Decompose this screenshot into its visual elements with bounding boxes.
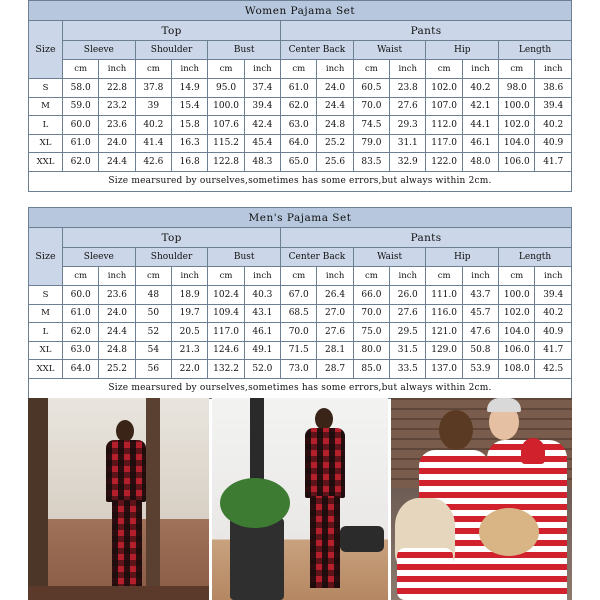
men-waist-header: Waist	[353, 248, 426, 267]
men-pants-header: Pants	[281, 228, 572, 248]
measure-cell: 70.0	[353, 97, 389, 116]
women-center-back-header: Center Back	[281, 41, 354, 60]
measure-cell: 41.7	[535, 341, 572, 360]
measure-cell: 62.0	[63, 153, 99, 172]
size-cell: M	[29, 97, 63, 116]
women-units-row	[29, 60, 572, 79]
measure-cell: 23.6	[99, 286, 135, 305]
women-sleeve-header: Sleeve	[63, 41, 136, 60]
size-cell: XXL	[29, 360, 63, 379]
size-cell: L	[29, 323, 63, 342]
women-length-header: Length	[499, 41, 572, 60]
measure-cell: 117.0	[208, 323, 244, 342]
measure-cell: 62.0	[281, 97, 317, 116]
measure-cell: 117.0	[426, 134, 462, 153]
measure-cell: 40.3	[244, 286, 280, 305]
measure-cell: 106.0	[499, 153, 535, 172]
measure-cell: 59.0	[63, 97, 99, 116]
measure-cell: 28.7	[317, 360, 353, 379]
unit-label: inch	[99, 267, 135, 286]
measure-cell: 85.0	[353, 360, 389, 379]
measure-cell: 40.2	[462, 79, 498, 98]
size-cell: L	[29, 116, 63, 135]
measure-cell: 31.5	[390, 341, 426, 360]
cap	[487, 398, 521, 412]
measure-cell: 24.8	[317, 116, 353, 135]
unit-label: cm	[135, 60, 171, 79]
measure-cell: 23.6	[99, 116, 135, 135]
women-size-note: Size mearsured by ourselves,sometimes has some errors,but always within 2cm.	[29, 171, 572, 191]
measure-cell: 27.6	[317, 323, 353, 342]
measure-cell: 100.0	[499, 286, 535, 305]
women-pants-header: Pants	[281, 21, 572, 41]
women-shoulder-header: Shoulder	[135, 41, 208, 60]
measure-cell: 39.4	[535, 286, 572, 305]
measure-cell: 63.0	[63, 341, 99, 360]
men-size-table	[28, 207, 572, 399]
table-row	[29, 323, 572, 342]
men-center-back-header: Center Back	[281, 248, 354, 267]
unit-label: cm	[353, 60, 389, 79]
measure-cell: 62.0	[63, 323, 99, 342]
measure-cell: 104.0	[499, 323, 535, 342]
measure-cell: 70.0	[281, 323, 317, 342]
measure-cell: 42.5	[535, 360, 572, 379]
measure-cell: 45.4	[244, 134, 280, 153]
measure-cell: 65.0	[281, 153, 317, 172]
measure-cell: 45.7	[462, 304, 498, 323]
man-in-plaid-pajamas-photo	[212, 398, 388, 600]
unit-label: inch	[172, 60, 208, 79]
measure-cell: 27.6	[390, 304, 426, 323]
unit-label: inch	[462, 60, 498, 79]
measure-cell: 32.9	[390, 153, 426, 172]
women-rows	[29, 79, 572, 172]
measure-cell: 122.8	[208, 153, 244, 172]
measure-cell: 52.0	[244, 360, 280, 379]
measure-cell: 68.5	[281, 304, 317, 323]
measure-cell: 61.0	[63, 134, 99, 153]
measure-cell: 23.8	[390, 79, 426, 98]
measure-cell: 54	[135, 341, 171, 360]
measure-cell: 80.0	[353, 341, 389, 360]
measure-cell: 40.2	[135, 116, 171, 135]
measure-cell: 106.0	[499, 341, 535, 360]
measure-cell: 104.0	[499, 134, 535, 153]
size-cell: S	[29, 286, 63, 305]
measure-cell: 26.0	[390, 286, 426, 305]
measure-cell: 37.4	[244, 79, 280, 98]
measure-cell: 60.0	[63, 116, 99, 135]
measure-cell: 24.0	[317, 79, 353, 98]
size-cell: S	[29, 79, 63, 98]
measure-cell: 122.0	[426, 153, 462, 172]
measure-cell: 46.1	[462, 134, 498, 153]
unit-label: cm	[426, 267, 462, 286]
measure-cell: 39.4	[244, 97, 280, 116]
measure-cell: 20.5	[172, 323, 208, 342]
measure-cell: 22.0	[172, 360, 208, 379]
plaid-pants	[112, 500, 142, 590]
men-length-header: Length	[499, 248, 572, 267]
measure-cell: 24.8	[99, 341, 135, 360]
table-row	[29, 360, 572, 379]
measure-cell: 61.0	[63, 304, 99, 323]
child-hat	[521, 438, 545, 464]
table-row	[29, 153, 572, 172]
window-frame	[146, 398, 160, 600]
measure-cell: 132.2	[208, 360, 244, 379]
measure-cell: 66.0	[353, 286, 389, 305]
women-size-table	[28, 0, 572, 192]
measure-cell: 102.0	[499, 116, 535, 135]
measure-cell: 27.0	[317, 304, 353, 323]
unit-label: cm	[63, 60, 99, 79]
measure-cell: 44.1	[462, 116, 498, 135]
unit-label: inch	[390, 60, 426, 79]
measure-cell: 95.0	[208, 79, 244, 98]
woman-in-plaid-pajamas-photo	[28, 398, 209, 600]
unit-label: inch	[390, 267, 426, 286]
measure-cell: 40.9	[535, 323, 572, 342]
measure-cell: 41.7	[535, 153, 572, 172]
window-frame	[28, 398, 48, 600]
measure-cell: 24.0	[99, 304, 135, 323]
chair	[340, 526, 384, 552]
measure-cell: 42.1	[462, 97, 498, 116]
measure-cell: 49.1	[244, 341, 280, 360]
measure-cell: 107.0	[426, 97, 462, 116]
women-bust-header: Bust	[208, 41, 281, 60]
measure-cell: 39.4	[535, 97, 572, 116]
measure-cell: 47.6	[462, 323, 498, 342]
measure-cell: 102.4	[208, 286, 244, 305]
measure-cell: 48.3	[244, 153, 280, 172]
measure-cell: 109.4	[208, 304, 244, 323]
unit-label: cm	[353, 267, 389, 286]
measure-cell: 42.4	[244, 116, 280, 135]
measure-cell: 38.6	[535, 79, 572, 98]
men-size-header: Size	[29, 228, 63, 286]
measure-cell: 24.4	[99, 323, 135, 342]
measure-cell: 29.5	[390, 323, 426, 342]
table-row	[29, 116, 572, 135]
table-row	[29, 134, 572, 153]
measure-cell: 31.1	[390, 134, 426, 153]
measure-cell: 79.0	[353, 134, 389, 153]
unit-label: cm	[499, 60, 535, 79]
measure-cell: 58.0	[63, 79, 99, 98]
measure-cell: 74.5	[353, 116, 389, 135]
measure-cell: 15.8	[172, 116, 208, 135]
men-top-header: Top	[63, 228, 281, 248]
measure-cell: 111.0	[426, 286, 462, 305]
plaid-top	[106, 440, 146, 502]
measure-cell: 40.2	[535, 304, 572, 323]
woman-head	[116, 420, 134, 442]
measure-cell: 50	[135, 304, 171, 323]
measure-cell: 24.4	[317, 97, 353, 116]
size-cell: XL	[29, 134, 63, 153]
measure-cell: 67.0	[281, 286, 317, 305]
measure-cell: 23.2	[99, 97, 135, 116]
measure-cell: 25.2	[99, 360, 135, 379]
measure-cell: 18.9	[172, 286, 208, 305]
unit-label: inch	[317, 60, 353, 79]
measure-cell: 41.4	[135, 134, 171, 153]
measure-cell: 107.6	[208, 116, 244, 135]
unit-label: inch	[172, 267, 208, 286]
measure-cell: 70.0	[353, 304, 389, 323]
measure-cell: 60.0	[63, 286, 99, 305]
size-cell: XXL	[29, 153, 63, 172]
measure-cell: 22.8	[99, 79, 135, 98]
measure-cell: 116.0	[426, 304, 462, 323]
measure-cell: 43.7	[462, 286, 498, 305]
family-in-striped-pajamas-photo	[391, 398, 572, 600]
measure-cell: 46.1	[244, 323, 280, 342]
measure-cell: 124.6	[208, 341, 244, 360]
measure-cell: 64.0	[63, 360, 99, 379]
measure-cell: 137.0	[426, 360, 462, 379]
measure-cell: 43.1	[244, 304, 280, 323]
table-row	[29, 286, 572, 305]
men-units-row	[29, 267, 572, 286]
unit-label: cm	[135, 267, 171, 286]
men-shoulder-header: Shoulder	[135, 248, 208, 267]
measure-cell: 33.5	[390, 360, 426, 379]
measure-cell: 25.2	[317, 134, 353, 153]
men-size-note: Size mearsured by ourselves,sometimes has some errors,but always within 2cm.	[29, 378, 572, 398]
unit-label: inch	[462, 267, 498, 286]
measure-cell: 39	[135, 97, 171, 116]
measure-cell: 21.3	[172, 341, 208, 360]
table-row	[29, 79, 572, 98]
size-cell: M	[29, 304, 63, 323]
measure-cell: 63.0	[281, 116, 317, 135]
measure-cell: 37.8	[135, 79, 171, 98]
unit-label: inch	[99, 60, 135, 79]
table-row	[29, 341, 572, 360]
women-top-header: Top	[63, 21, 281, 41]
plaid-top	[305, 428, 345, 498]
measure-cell: 100.0	[499, 97, 535, 116]
measure-cell: 42.6	[135, 153, 171, 172]
measure-cell: 53.9	[462, 360, 498, 379]
measure-cell: 48	[135, 286, 171, 305]
men-bust-header: Bust	[208, 248, 281, 267]
measure-cell: 102.0	[499, 304, 535, 323]
floor	[28, 586, 209, 600]
measure-cell: 102.0	[426, 79, 462, 98]
measure-cell: 112.0	[426, 116, 462, 135]
table-row	[29, 97, 572, 116]
unit-label: inch	[244, 267, 280, 286]
measure-cell: 48.0	[462, 153, 498, 172]
measure-cell: 56	[135, 360, 171, 379]
plaid-pants	[310, 496, 340, 588]
men-hip-header: Hip	[426, 248, 499, 267]
measure-cell: 83.5	[353, 153, 389, 172]
dog-striped-outfit	[397, 548, 453, 600]
men-sleeve-header: Sleeve	[63, 248, 136, 267]
unit-label: inch	[244, 60, 280, 79]
measure-cell: 40.9	[535, 134, 572, 153]
unit-label: inch	[535, 60, 572, 79]
measure-cell: 25.6	[317, 153, 353, 172]
plant	[220, 478, 290, 528]
unit-label: cm	[426, 60, 462, 79]
women-hip-header: Hip	[426, 41, 499, 60]
measure-cell: 108.0	[499, 360, 535, 379]
measure-cell: 129.0	[426, 341, 462, 360]
wood-stove	[230, 518, 284, 600]
measure-cell: 71.5	[281, 341, 317, 360]
measure-cell: 27.6	[390, 97, 426, 116]
unit-label: cm	[281, 60, 317, 79]
measure-cell: 29.3	[390, 116, 426, 135]
measure-cell: 24.0	[99, 134, 135, 153]
measure-cell: 75.0	[353, 323, 389, 342]
unit-label: cm	[63, 267, 99, 286]
measure-cell: 60.5	[353, 79, 389, 98]
unit-label: cm	[499, 267, 535, 286]
measure-cell: 115.2	[208, 134, 244, 153]
measure-cell: 121.0	[426, 323, 462, 342]
measure-cell: 52	[135, 323, 171, 342]
women-size-header: Size	[29, 21, 63, 79]
unit-label: cm	[281, 267, 317, 286]
men-rows	[29, 286, 572, 379]
men-table-title: Men's Pajama Set	[29, 208, 572, 228]
man-head	[315, 408, 333, 430]
women-waist-header: Waist	[353, 41, 426, 60]
measure-cell: 28.1	[317, 341, 353, 360]
puppy	[479, 508, 539, 556]
measure-cell: 98.0	[499, 79, 535, 98]
measure-cell: 40.2	[535, 116, 572, 135]
measure-cell: 26.4	[317, 286, 353, 305]
measure-cell: 61.0	[281, 79, 317, 98]
measure-cell: 14.9	[172, 79, 208, 98]
measure-cell: 16.8	[172, 153, 208, 172]
unit-label: cm	[208, 267, 244, 286]
measure-cell: 15.4	[172, 97, 208, 116]
table-row	[29, 304, 572, 323]
unit-label: inch	[317, 267, 353, 286]
measure-cell: 24.4	[99, 153, 135, 172]
unit-label: inch	[535, 267, 572, 286]
measure-cell: 19.7	[172, 304, 208, 323]
women-table-title: Women Pajama Set	[29, 1, 572, 21]
measure-cell: 64.0	[281, 134, 317, 153]
measure-cell: 16.3	[172, 134, 208, 153]
woman-head	[439, 410, 473, 450]
unit-label: cm	[208, 60, 244, 79]
measure-cell: 73.0	[281, 360, 317, 379]
size-cell: XL	[29, 341, 63, 360]
measure-cell: 100.0	[208, 97, 244, 116]
measure-cell: 50.8	[462, 341, 498, 360]
